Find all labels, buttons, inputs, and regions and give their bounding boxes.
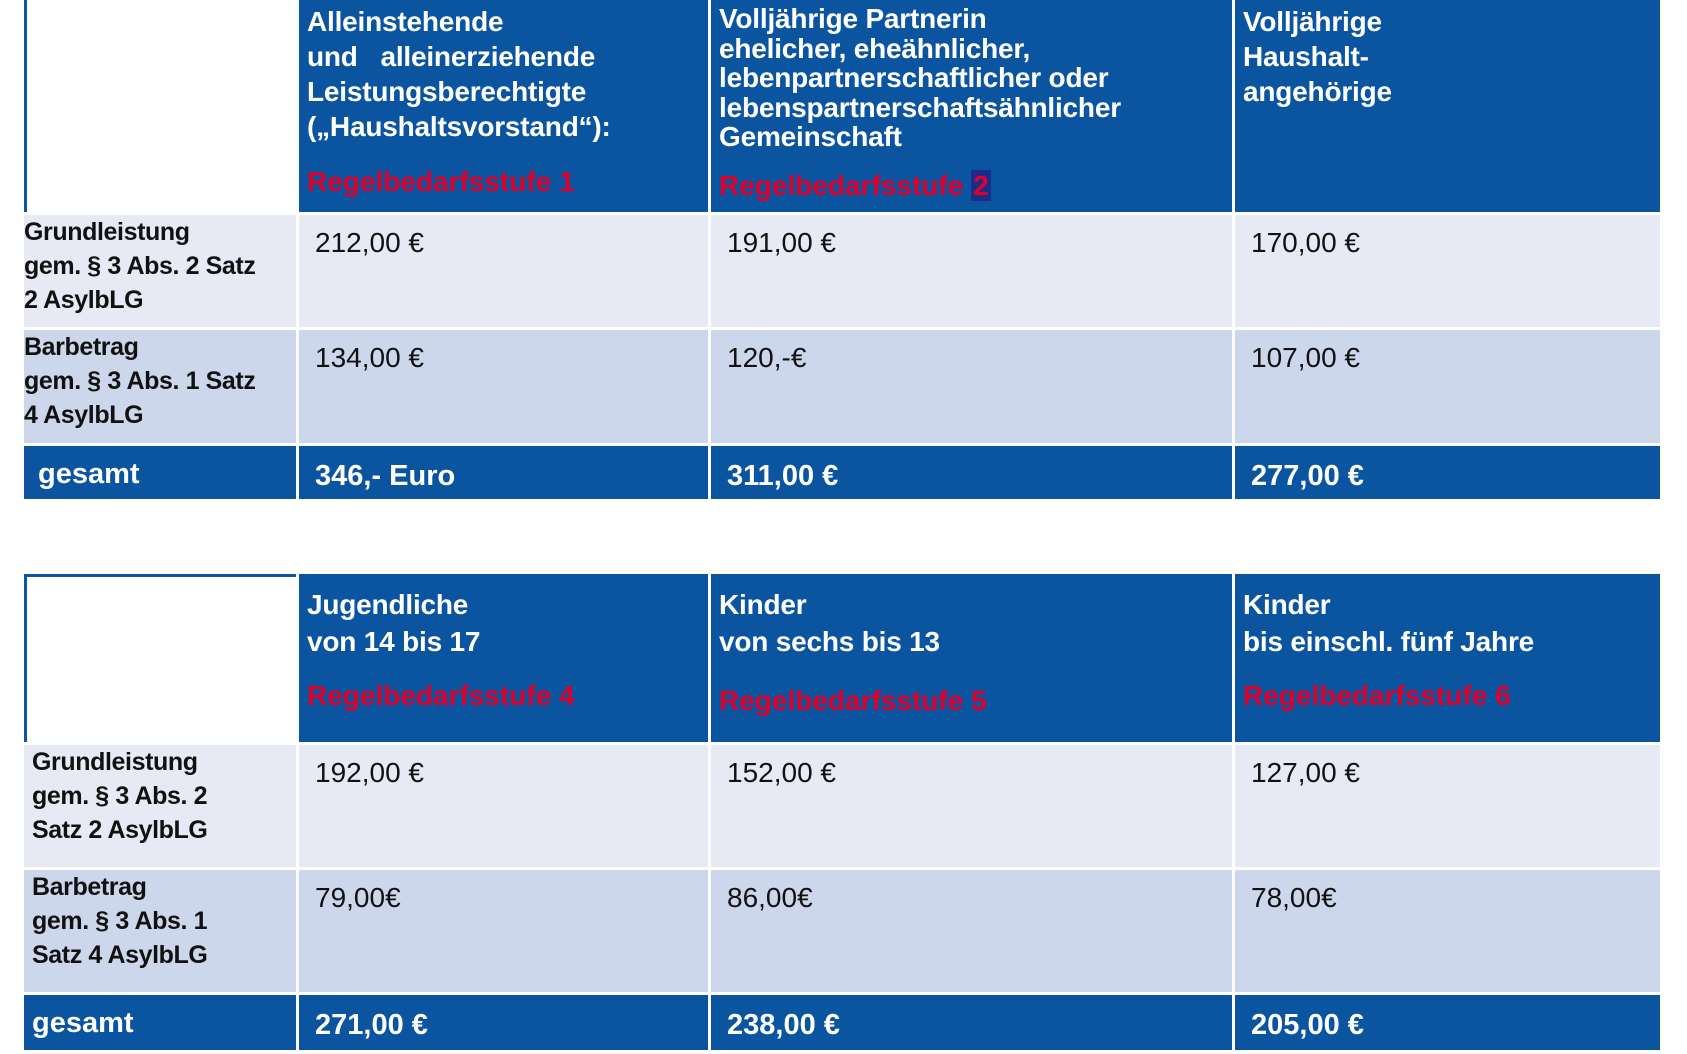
value-cell: 170,00 € (1232, 212, 1660, 327)
value-cell: 120,-€ (708, 327, 1232, 443)
label-line: Grundleistung (32, 748, 198, 776)
regelbedarfsstufe-number: 2 (973, 169, 989, 201)
label-line: 2 AsylbLG (24, 286, 144, 314)
regelbedarfsstufe-label: Regelbedarfsstufe 6 (1243, 680, 1511, 711)
label-line: 4 AsylbLG (24, 401, 144, 429)
table-row-barbetrag (24, 867, 1660, 992)
header-line: Haushalt- (1243, 41, 1369, 72)
row-label-gesamt: gesamt (24, 443, 296, 499)
row-label-gesamt: gesamt (24, 992, 296, 1050)
header-line: lebenpartnerschaftlicher oder (719, 62, 1109, 93)
value-cell: 134,00 € (296, 327, 708, 443)
header-kinder-bis-5 (1232, 574, 1660, 742)
header-haushaltsangehoerige (1232, 0, 1660, 212)
label-line: gem. § 3 Abs. 2 Satz (24, 252, 256, 280)
value-cell: 86,00€ (708, 867, 1232, 992)
header-line: angehörige (1243, 76, 1392, 107)
header-line: Volljährige Partnerin (719, 3, 987, 34)
table-row-grundleistung (24, 742, 1660, 867)
header-kinder-6-13 (708, 574, 1232, 742)
label-line: gem. § 3 Abs. 2 (32, 782, 208, 810)
total-cell: 205,00 € (1232, 992, 1660, 1050)
regelbedarfsstufe-label: Regelbedarfsstufe 1 (307, 166, 575, 197)
table-row-grundleistung (24, 212, 1660, 327)
header-line: Jugendliche (307, 589, 469, 620)
value-cell: 107,00 € (1232, 327, 1660, 443)
label-line: Satz 2 AsylbLG (32, 816, 208, 844)
regelbedarfsstufe-label: Regelbedarfsstufe 4 (307, 680, 575, 711)
value-cell: 192,00 € (296, 742, 708, 867)
label-line: gem. § 3 Abs. 1 Satz (24, 367, 256, 395)
table-row-gesamt (24, 443, 1660, 499)
row-label-grundleistung (24, 742, 296, 867)
total-cell: 311,00 € (708, 443, 1232, 499)
value-cell: 212,00 € (296, 212, 708, 327)
header-line: ehelicher, eheähnlicher, (719, 32, 1031, 64)
benefits-table-adults (24, 0, 1660, 499)
header-line: bis einschl. fünf Jahre (1243, 626, 1535, 657)
header-line: Kinder (719, 589, 807, 620)
label-line: Satz 4 AsylbLG (32, 941, 208, 969)
header-line: Kinder (1243, 589, 1331, 620)
table-header-row (24, 574, 1660, 742)
label-line: Barbetrag (32, 873, 147, 901)
total-cell: 277,00 € (1232, 443, 1660, 499)
table-row-barbetrag (24, 327, 1660, 443)
header-line: von 14 bis 17 (307, 626, 481, 657)
table-row-gesamt (24, 992, 1660, 1050)
value-cell: 152,00 € (708, 742, 1232, 867)
row-label-barbetrag (24, 867, 296, 992)
value-cell: 127,00 € (1232, 742, 1660, 867)
total-cell: 271,00 € (296, 992, 708, 1050)
header-line: Leistungsberechtigte (307, 76, 587, 107)
total-cell: 346,- Euro (296, 443, 708, 499)
table-header-row (24, 0, 1660, 212)
benefits-table-children (24, 574, 1660, 1050)
total-cell: 238,00 € (708, 992, 1232, 1050)
header-haushaltsvorstand (296, 0, 708, 212)
label-line: Grundleistung (24, 218, 190, 246)
header-line: von sechs bis 13 (719, 626, 940, 657)
value-cell: 79,00€ (296, 867, 708, 992)
header-partner (708, 0, 1232, 212)
header-line: und alleinerziehende (307, 41, 596, 72)
label-line: gem. § 3 Abs. 1 (32, 907, 208, 935)
header-line: („Haushaltsvorstand“): (307, 111, 611, 142)
regelbedarfsstufe-label: Regelbedarfsstufe 5 (719, 685, 987, 716)
table-corner-cell (24, 0, 296, 212)
value-cell: 78,00€ (1232, 867, 1660, 992)
header-line: lebenspartnerschaftsähnlicher (719, 91, 1121, 123)
regelbedarfsstufe-label (711, 170, 1232, 202)
header-line: Gemeinschaft (719, 121, 902, 152)
row-label-grundleistung (24, 212, 296, 327)
table-corner-cell (24, 574, 296, 742)
header-line: Alleinstehende (307, 6, 504, 37)
label-line: Barbetrag (24, 333, 139, 361)
header-jugendliche (296, 574, 708, 742)
regelbedarfsstufe-text: Regelbedarfsstufe (719, 169, 972, 201)
row-label-barbetrag (24, 327, 296, 443)
value-cell: 191,00 € (708, 212, 1232, 327)
header-line: Volljährige (1243, 6, 1382, 37)
